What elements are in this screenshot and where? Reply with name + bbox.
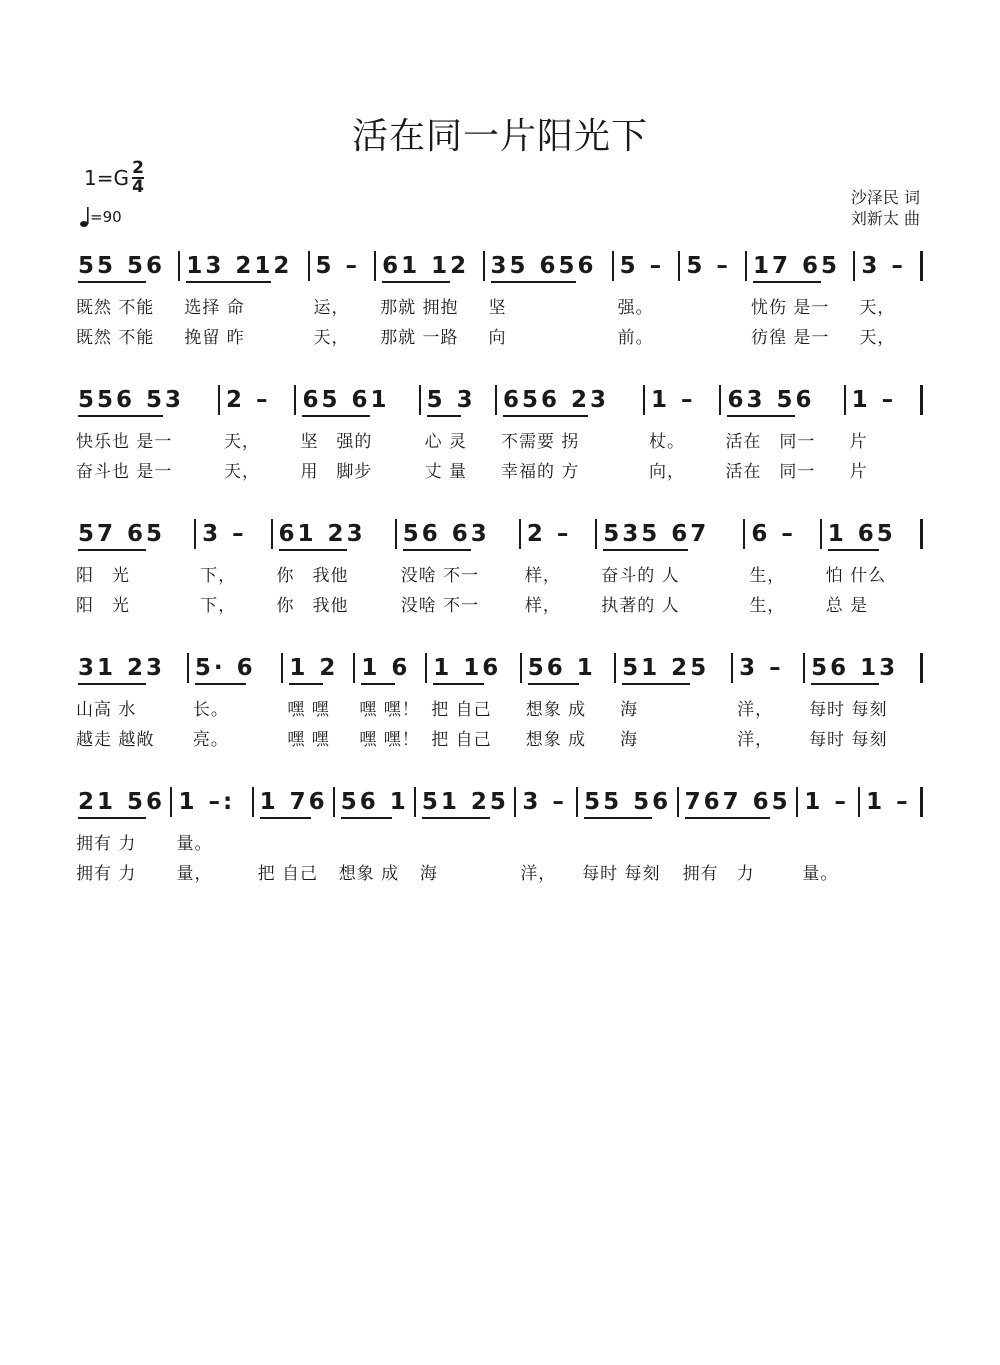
- staff-line: [76, 247, 926, 367]
- bar-line: [374, 251, 376, 281]
- bar-line: [803, 653, 805, 683]
- lyric-verse-2: 前。: [617, 328, 654, 348]
- measure-notes: 1 –: [651, 387, 696, 413]
- beam-line: [685, 817, 770, 819]
- lyric-verse-2: 挽留 昨: [184, 328, 245, 348]
- measure-notes: 55 56: [584, 789, 672, 815]
- beam-line: [727, 415, 795, 417]
- lyric-verse-2: 嘿 嘿！: [359, 730, 420, 750]
- beam-line: [78, 281, 146, 283]
- bar-line: [520, 653, 522, 683]
- lyric-verse-1: 嘿 嘿！: [359, 700, 420, 720]
- lyric-verse-2: 总 是: [825, 596, 869, 616]
- lyric-verse-1: 坚: [488, 298, 507, 318]
- lyric-verse-1: 活在 同一: [725, 432, 816, 452]
- lyric-verse-1: 每时 每刻: [809, 700, 888, 720]
- lyric-verse-1: 样，: [524, 566, 561, 586]
- beam-line: [503, 415, 588, 417]
- bar-line: [514, 787, 516, 817]
- measure-notes: 3 –: [861, 253, 906, 279]
- beam-line: [622, 683, 690, 685]
- staff-line: [76, 783, 926, 903]
- lyric-verse-2: 阳 光: [76, 596, 130, 616]
- beam-line: [491, 281, 576, 283]
- lyric-verse-2: 想象 成: [525, 730, 587, 750]
- bar-line: [395, 519, 397, 549]
- lyric-verse-2: 把 自己: [431, 730, 492, 750]
- lyric-verse-1: 奋斗的 人: [601, 566, 680, 586]
- lyric-verse-1: 洋，: [737, 700, 774, 720]
- bar-line: [612, 251, 614, 281]
- measure-notes: 1 –: [804, 789, 849, 815]
- bar-line: [858, 787, 860, 817]
- bar-line: [414, 787, 416, 817]
- beam-line: [78, 415, 163, 417]
- measure-notes: 1 6: [361, 655, 411, 681]
- measure-notes: 61 23: [278, 521, 366, 547]
- measure-notes: 1 2: [289, 655, 339, 681]
- bar-line: [920, 787, 923, 817]
- bar-line: [614, 653, 616, 683]
- beam-line: [186, 281, 271, 283]
- measure-notes: 1 65: [827, 521, 896, 547]
- lyric-verse-2: 每时 每刻: [809, 730, 888, 750]
- lyric-verse-2: 片: [849, 462, 868, 482]
- bar-line: [170, 787, 172, 817]
- lyric-verse-2: 把 自己: [257, 864, 318, 884]
- lyricist: 沙泽民 词: [850, 188, 920, 207]
- lyric-verse-1: 海: [620, 700, 639, 720]
- key-signature: [84, 160, 144, 196]
- lyric-verse-2: 海: [620, 730, 639, 750]
- beam-line: [260, 817, 311, 819]
- bar-line: [920, 653, 923, 683]
- key-label: 1=G: [84, 166, 129, 190]
- lyric-verse-2: 既然 不能: [76, 328, 155, 348]
- bar-line: [178, 251, 180, 281]
- time-signature: [132, 160, 144, 196]
- bar-line: [281, 653, 283, 683]
- measure-notes: 5 –: [315, 253, 361, 279]
- bar-line: [796, 787, 798, 817]
- lyric-verse-2: 向: [488, 328, 507, 348]
- beam-line: [753, 281, 821, 283]
- tempo-marking: [80, 206, 122, 228]
- song-title: 活在同一片阳光下: [351, 116, 648, 157]
- lyric-verse-1: 那就 拥抱: [380, 298, 459, 318]
- lyric-verse-1: 你 我他: [276, 566, 349, 586]
- lyric-verse-1: 阳 光: [76, 566, 130, 586]
- bar-line: [719, 385, 721, 415]
- measure-notes: 51 25: [622, 655, 710, 681]
- bar-line: [820, 519, 822, 549]
- lyric-verse-1: 天，: [224, 432, 261, 452]
- lyric-verse-2: 嘿 嘿: [287, 730, 330, 750]
- lyric-verse-1: 片: [849, 432, 868, 452]
- lyric-verse-1: 量。: [176, 834, 213, 854]
- lyric-verse-2: 你 我他: [276, 596, 349, 616]
- measure-notes: 21 56: [78, 789, 166, 815]
- lyric-verse-2: 洋，: [737, 730, 774, 750]
- lyric-verse-2: 生，: [749, 596, 786, 616]
- measure-notes: 55 56: [78, 253, 166, 279]
- credits: [851, 187, 920, 229]
- measure-notes: 56 63: [402, 521, 490, 547]
- bar-line: [678, 251, 680, 281]
- beam-line: [195, 683, 246, 685]
- beam-line: [341, 817, 392, 819]
- bar-line: [745, 251, 747, 281]
- measure-notes: 56 1: [527, 655, 596, 681]
- beam-line: [828, 549, 879, 551]
- bar-line: [576, 787, 578, 817]
- beam-line: [361, 683, 395, 685]
- staff-line: [76, 381, 926, 501]
- beam-line: [382, 281, 450, 283]
- measure-notes: 61 12: [382, 253, 470, 279]
- lyric-verse-2: 没啥 不一: [400, 596, 480, 616]
- measure-notes: 65 61: [302, 387, 390, 413]
- bar-line: [853, 251, 855, 281]
- bar-line: [844, 385, 846, 415]
- lyric-verse-1: 不需要 拐: [501, 432, 580, 452]
- lyric-verse-1: 没啥 不一: [400, 566, 480, 586]
- lyric-verse-2: 执著的 人: [601, 596, 680, 616]
- lyric-verse-2: 海: [419, 864, 438, 884]
- bar-line: [731, 653, 733, 683]
- lyric-verse-2: 彷徨 是一: [751, 328, 830, 348]
- beam-line: [78, 817, 146, 819]
- beam-line: [811, 683, 879, 685]
- lyric-verse-1: 想象 成: [525, 700, 587, 720]
- quarter-note-icon: [80, 206, 90, 228]
- beam-line: [279, 549, 347, 551]
- staff-line: [76, 515, 926, 635]
- composer: 刘新太 曲: [850, 209, 920, 228]
- lyric-verse-2: 亮。: [192, 730, 229, 750]
- lyric-verse-1: 忧伤 是一: [751, 298, 830, 318]
- bar-line: [308, 251, 310, 281]
- measure-notes: 2 –: [526, 521, 572, 547]
- measure-notes: 5 3: [426, 387, 476, 413]
- lyric-verse-2: 天，: [313, 328, 350, 348]
- lyric-verse-2: 拥有 力: [682, 864, 755, 884]
- tempo-value: =90: [90, 208, 122, 226]
- measure-notes: 5 –: [619, 253, 665, 279]
- measure-notes: 1 –: [866, 789, 911, 815]
- bar-line: [643, 385, 645, 415]
- measure-notes: 656 23: [503, 387, 610, 413]
- lyric-verse-1: 长。: [192, 700, 229, 720]
- lyric-verse-2: 越走 越敞: [76, 730, 155, 750]
- measure-notes: 17 65: [753, 253, 841, 279]
- beam-line: [603, 549, 688, 551]
- lyric-verse-2: 丈 量: [424, 462, 467, 482]
- measure-notes: 535 67: [603, 521, 710, 547]
- beam-line: [78, 549, 146, 551]
- lyric-verse-2: 幸福的 方: [501, 462, 580, 482]
- lyric-verse-2: 每时 每刻: [582, 864, 661, 884]
- measure-notes: 51 25: [421, 789, 509, 815]
- measure-notes: 767 65: [684, 789, 791, 815]
- lyric-verse-1: 把 自己: [431, 700, 492, 720]
- lyric-verse-2: 想象 成: [338, 864, 400, 884]
- lyric-verse-2: 那就 一路: [380, 328, 459, 348]
- measure-notes: 5· 6: [194, 655, 256, 681]
- bar-line: [677, 787, 679, 817]
- bar-line: [294, 385, 296, 415]
- lyric-verse-2: 活在 同一: [725, 462, 816, 482]
- measure-notes: 3 –: [522, 789, 567, 815]
- bar-line: [252, 787, 254, 817]
- lyric-verse-1: 下，: [200, 566, 237, 586]
- time-numerator: 2: [132, 158, 144, 178]
- lyric-verse-1: 山高 水: [76, 700, 137, 720]
- measure-notes: 1 76: [259, 789, 328, 815]
- lyric-verse-2: 天，: [859, 328, 896, 348]
- bar-line: [353, 653, 355, 683]
- beam-line: [427, 415, 461, 417]
- lyric-verse-1: 杖。: [649, 432, 686, 452]
- lyric-verse-1: 嘿 嘿: [287, 700, 330, 720]
- measure-notes: 13 212: [186, 253, 293, 279]
- bar-line: [271, 519, 273, 549]
- lyric-verse-1: 快乐也 是一: [76, 432, 173, 452]
- lyric-verse-1: 强。: [617, 298, 654, 318]
- lyric-verse-2: 量。: [802, 864, 839, 884]
- measure-notes: 5 –: [686, 253, 731, 279]
- lyric-verse-1: 心 灵: [424, 432, 467, 452]
- measure-notes: 2 –: [226, 387, 271, 413]
- bar-line: [425, 653, 427, 683]
- beam-line: [403, 549, 471, 551]
- lyric-verse-2: 下，: [200, 596, 237, 616]
- bar-line: [920, 385, 923, 415]
- beam-line: [302, 415, 370, 417]
- bar-line: [920, 251, 923, 281]
- lyric-verse-1: 天，: [859, 298, 896, 318]
- bar-line: [495, 385, 497, 415]
- measure-notes: 56 1: [340, 789, 409, 815]
- measure-notes: 35 656: [490, 253, 597, 279]
- lyric-verse-2: 奋斗也 是一: [76, 462, 173, 482]
- beam-line: [433, 683, 484, 685]
- bar-line: [187, 653, 189, 683]
- lyric-verse-2: 向，: [649, 462, 686, 482]
- lyric-verse-2: 用 脚步: [300, 462, 373, 482]
- measure-notes: 1 –:: [178, 789, 236, 815]
- lyric-verse-1: 生，: [749, 566, 786, 586]
- lyric-verse-1: 既然 不能: [76, 298, 155, 318]
- bar-line: [218, 385, 220, 415]
- measure-notes: 31 23: [78, 655, 166, 681]
- lyric-verse-1: 坚 强的: [300, 432, 373, 452]
- measure-notes: 6 –: [751, 521, 796, 547]
- beam-line: [422, 817, 490, 819]
- measure-notes: 57 65: [78, 521, 166, 547]
- lyric-verse-2: 洋，: [520, 864, 557, 884]
- beam-line: [528, 683, 579, 685]
- measure-notes: 1 16: [433, 655, 502, 681]
- measure-notes: 1 –: [851, 387, 897, 413]
- staff-line: [76, 649, 926, 769]
- measure-notes: 56 13: [811, 655, 899, 681]
- lyric-verse-2: 天，: [224, 462, 261, 482]
- lyric-verse-1: 运，: [313, 298, 350, 318]
- beam-line: [584, 817, 652, 819]
- lyric-verse-2: 拥有 力: [76, 864, 137, 884]
- lyric-verse-1: 怕 什么: [825, 566, 887, 586]
- time-denominator: 4: [132, 177, 144, 197]
- bar-line: [194, 519, 196, 549]
- measure-notes: 3 –: [739, 655, 784, 681]
- bar-line: [483, 251, 485, 281]
- beam-line: [78, 683, 146, 685]
- bar-line: [920, 519, 923, 549]
- bar-line: [743, 519, 745, 549]
- bar-line: [595, 519, 597, 549]
- lyric-verse-2: 样，: [524, 596, 561, 616]
- lyric-verse-1: 选择 命: [184, 298, 245, 318]
- measure-notes: 556 53: [78, 387, 185, 413]
- lyric-verse-1: 拥有 力: [76, 834, 137, 854]
- bar-line: [519, 519, 521, 549]
- bar-line: [419, 385, 421, 415]
- beam-line: [289, 683, 323, 685]
- measure-notes: 3 –: [202, 521, 247, 547]
- lyric-verse-2: 量，: [176, 864, 213, 884]
- measure-notes: 63 56: [727, 387, 815, 413]
- bar-line: [333, 787, 335, 817]
